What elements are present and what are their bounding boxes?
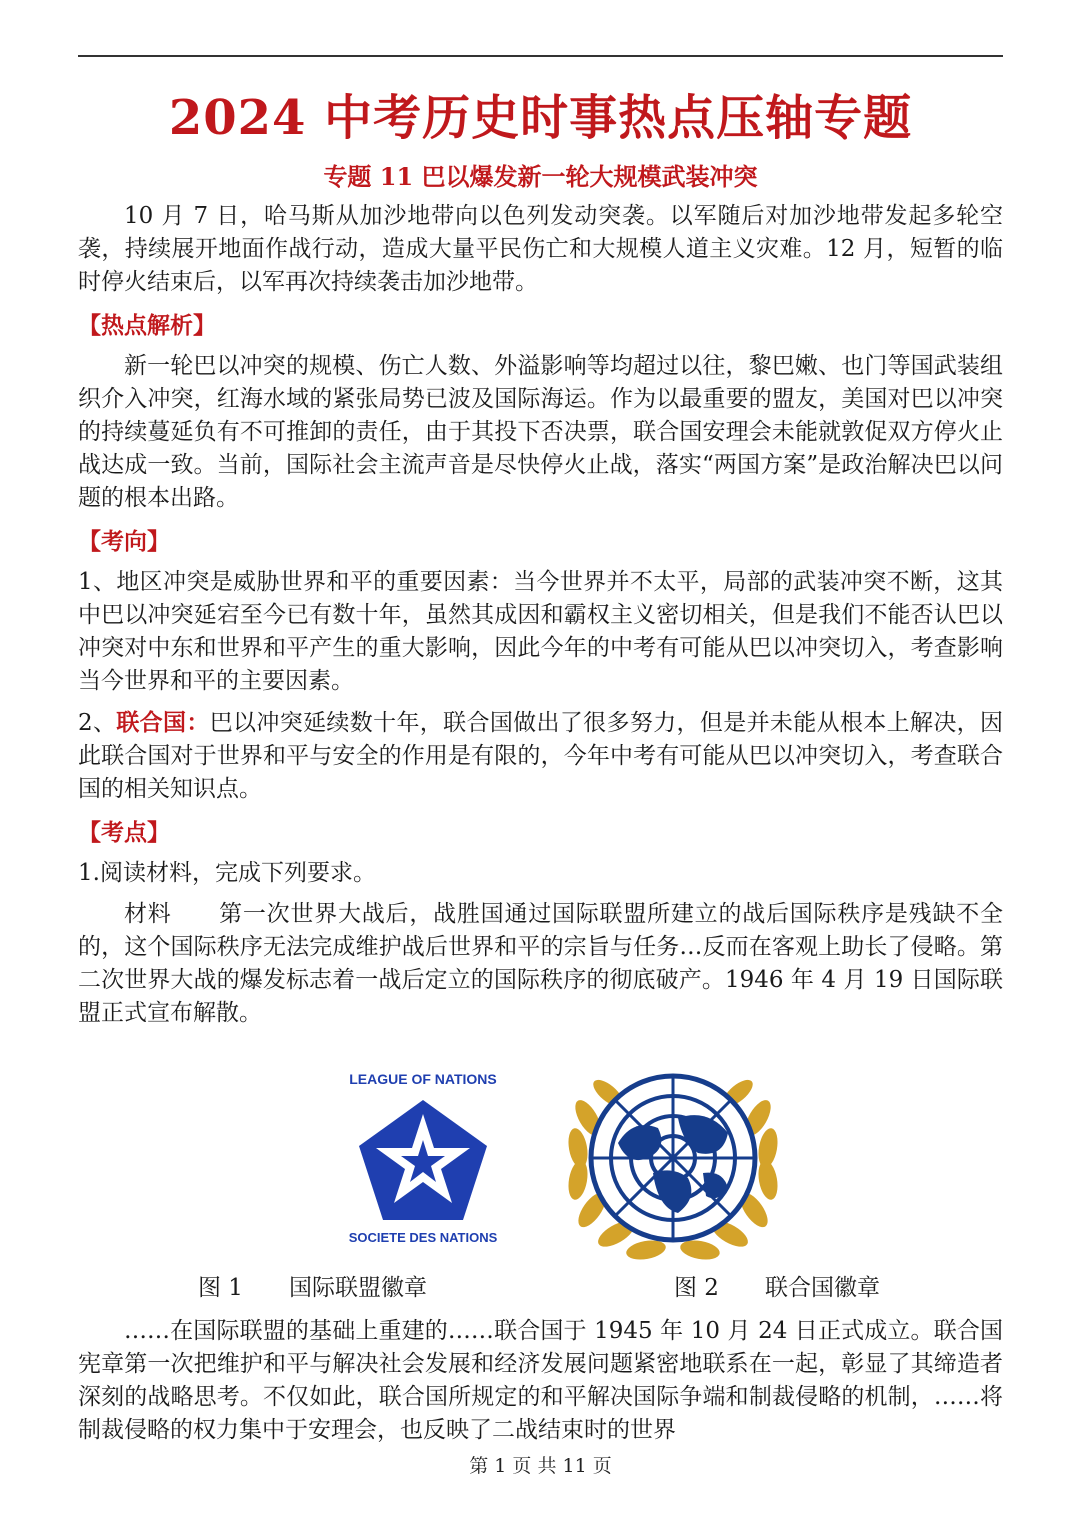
world-globe-icon — [591, 1076, 755, 1240]
question-text: 1.阅读材料，完成下列要求。 — [78, 860, 376, 886]
document-body — [78, 200, 1003, 1447]
emblem-top-text: LEAGUE OF NATIONS — [349, 1071, 497, 1087]
direction-item-2-label: 联合国： — [116, 709, 210, 736]
intro-paragraph: 10 月 7 日，哈马斯从加沙地带向以色列发动突袭。以军随后对加沙地带发起多轮空袭，持续展开地面作战行动，造成大量平民伤亡和大规模人道主义灾难。12 月，短暂的临时停火结束后，以军再次持续袭击加沙地带。 — [78, 203, 1003, 295]
figure-2-caption: 图 2 联合国徽章 — [674, 1275, 880, 1301]
analysis-heading: 【热点解析】 — [78, 312, 216, 339]
page-title: 2024 中考历史时事热点压轴专题 — [168, 90, 913, 146]
points-heading: 【考点】 — [78, 819, 170, 846]
material-paragraph: 材料 第一次世界大战后，战胜国通过国际联盟所建立的战后国际秩序是残缺不全的，这个国际秩序无法完成维护战后世界和平的宗旨与任务…反而在客观上助长了侵略。第二次世界大战的爆发标志着一战后定立的国际秩序的彻底破产。1946 年 4 月 19 日国际联盟正式宣布解散。 — [78, 901, 1003, 1026]
direction-item-1: 1、地区冲突是威胁世界和平的重要因素：当今世界并不太平，局部的武装冲突不断，这其中巴以冲突延宕至今已有数十年，虽然其成因和霸权主义密切相关，但是我们不能否认巴以冲突对中东和世界和平产生的重大影响，因此今年的中考有可能从巴以冲突切入，考查影响当今世界和平的主要因素。 — [78, 569, 1003, 694]
page-subtitle: 专题 11 巴以爆发新一轮大规模武装冲突 — [323, 162, 758, 191]
page-number: 第 1 页 共 11 页 — [469, 1455, 612, 1477]
analysis-paragraph: 新一轮巴以冲突的规模、伤亡人数、外溢影响等均超过以往，黎巴嫩、也门等国武装组织介入冲突，红海水域的紧张局势已波及国际海运。作为以最重要的盟友，美国对巴以冲突的持续蔓延负有不可推卸的责任，由于其投下否决票，联合国安理会未能就敦促双方停火止战达成一致。当前，国际社会主流声音是尽快停火止战，落实“两国方案”是政治解决巴以问题的根本出路。 — [78, 353, 1003, 511]
league-of-nations-emblem — [323, 1070, 523, 1250]
closing-paragraph: ……在国际联盟的基础上重建的……联合国于 1945 年 10 月 24 日正式成立。联合国宪章第一次把维护和平与解决社会发展和经济发展问题紧密地联系在一起，彰显了其缔造者深刻的战略思考。不仅如此，联合国所规定的和平解决国际争端和制裁侵略的机制，……将制裁侵略的权力集中于安理会，也反映了二战结束时的世界 — [78, 1318, 1003, 1443]
figures-row — [78, 1040, 1003, 1315]
direction-heading: 【考向】 — [78, 528, 170, 555]
figure-1-caption: 图 1 国际联盟徽章 — [198, 1275, 427, 1301]
emblem-bottom-text: SOCIETE DES NATIONS — [348, 1230, 498, 1245]
top-rule — [78, 55, 1003, 57]
direction-item-2-text: 巴以冲突延续数十年，联合国做出了很多努力，但是并未能从根本上解决，因此联合国对于世界和平与安全的作用是有限的，今年中考有可能从巴以冲突切入，考查联合国的相关知识点。 — [78, 710, 1004, 802]
united-nations-emblem — [548, 1048, 798, 1268]
direction-item-2 — [78, 706, 1003, 806]
direction-item-2-prefix: 2、 — [78, 710, 117, 736]
